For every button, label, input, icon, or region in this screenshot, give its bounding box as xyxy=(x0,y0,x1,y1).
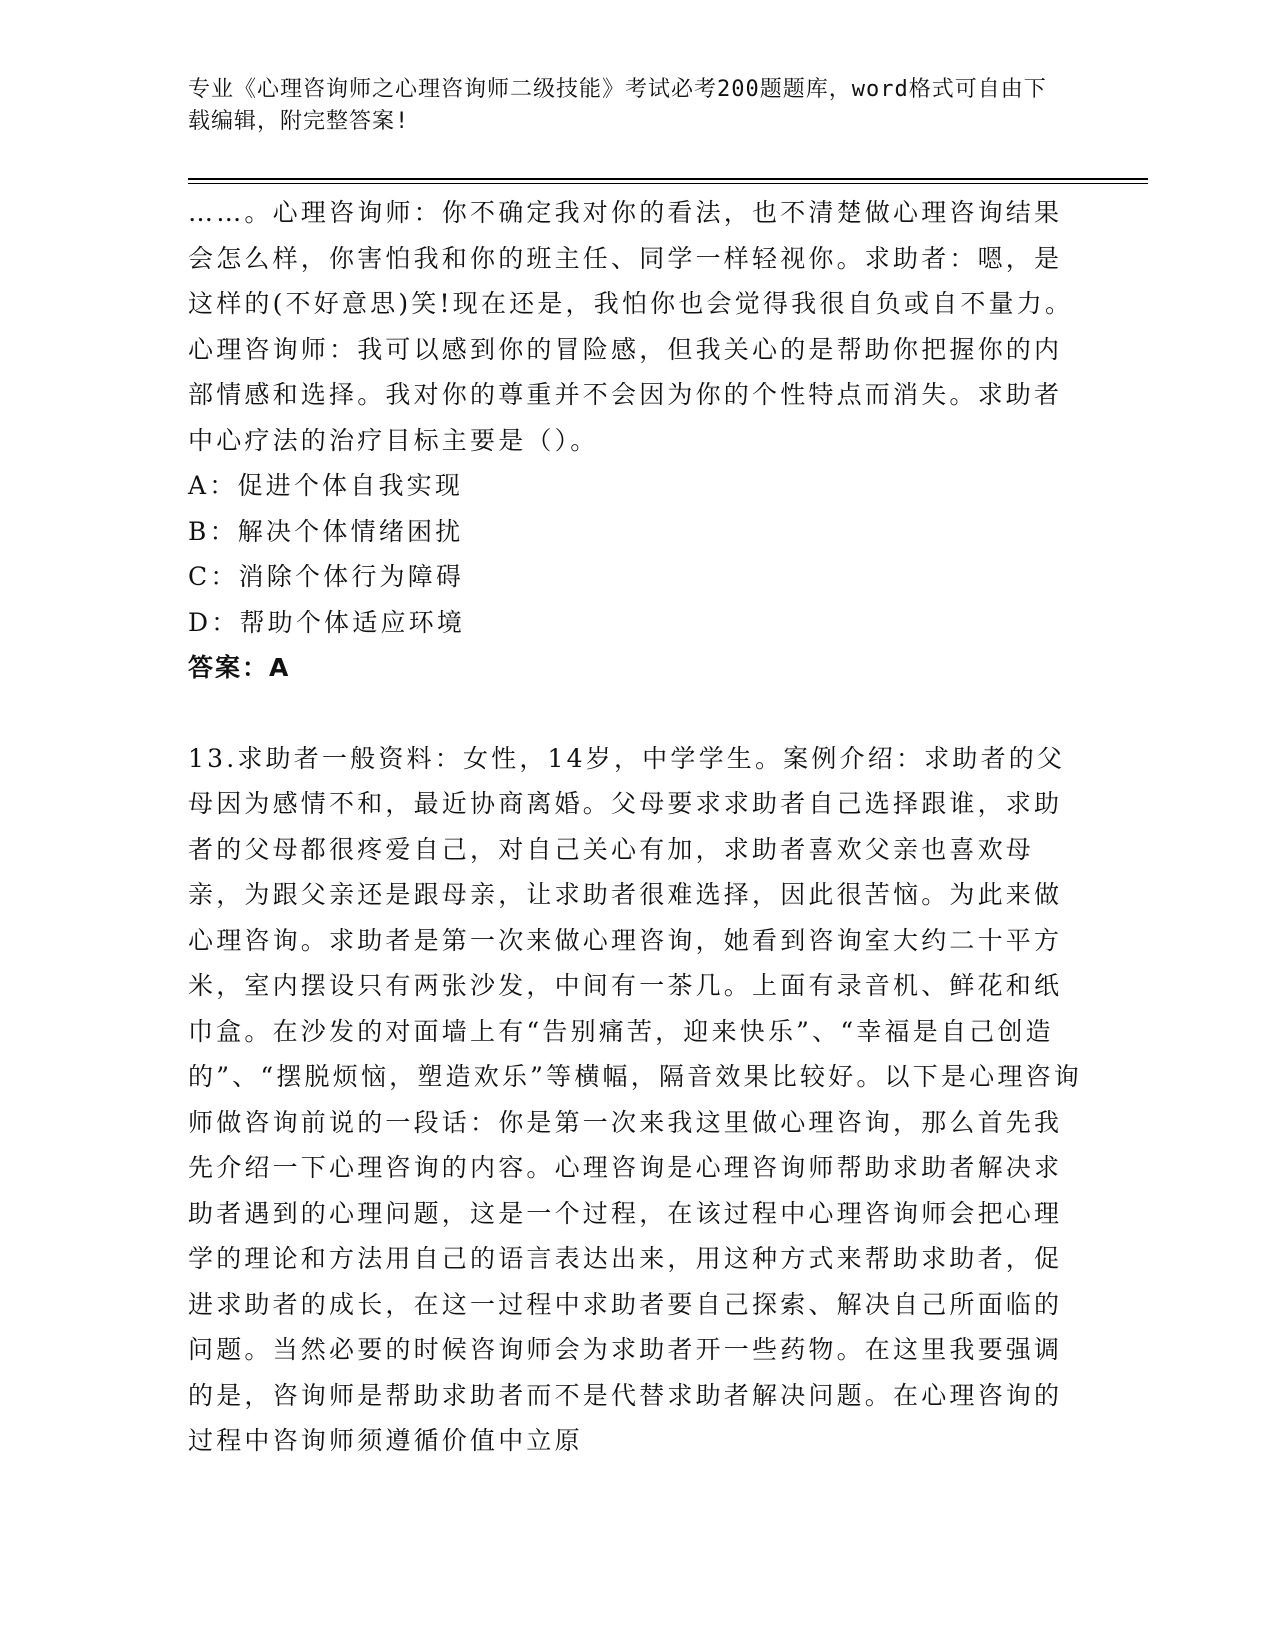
document-header: 专业《心理咨询师之心理咨询师二级技能》考试必考200题题库，word格式可自由下载编辑，附完整答案! xyxy=(188,77,1047,134)
question-12-stem: ……。心理咨询师：你不确定我对你的看法，也不清楚做心理咨询结果会怎么样，你害怕我和你的班主任、同学一样轻视你。求助者：嗯，是这样的(不好意思)笑!现在还是，我怕你也会觉得我很自负或自不量力。心理咨询师：我可以感到你的冒险感，但我关心的是帮助你把握你的内部情感和选择。我对你的尊重并不会因为你的个性特点而消失。求助者中心疗法的治疗目标主要是（）。 xyxy=(188,198,1074,455)
question-12-answer: 答案：A xyxy=(188,653,291,682)
question-12-option-d: D：帮助个体适应环境 xyxy=(188,607,466,637)
header-rule-thick xyxy=(188,178,1148,180)
question-13-text: 13.求助者一般资料：女性，14岁，中学学生。案例介绍：求助者的父母因为感情不和，最近协商离婚。父母要求求助者自己选择跟谁，求助者的父母都很疼爱自己，对自己关心有加，求助者喜欢父亲也喜欢母亲，为跟父亲还是跟母亲，让求助者很难选择，因此很苦恼。为此来做心理咨询。求助者是第一次来做心理咨询，她看到咨询室大约二十平方米，室内摆设只有两张沙发，中间有一茶几。上面有录音机、鲜花和纸巾盒。在沙发的对面墙上有“告别痛苦，迎来快乐”、“幸福是自己创造的”、“摆脱烦恼，塑造欢乐”等横幅，隔音效果比较好。以下是心理咨询师做咨询前说的一段话：你是第一次来我这里做心理咨询，那么首先我先介绍一下心理咨询的内容。心理咨询是心理咨询师帮助求助者解决求助者遇到的心理问题，这是一个过程，在该过程中心理咨询师会把心理学的理论和方法用自己的语言表达出来，用这种方式来帮助求助者，促进求助者的成长，在这一过程中求助者要自己探索、解决自己所面临的问题。当然必要的时候咨询师会为求助者开一些药物。在这里我要强调的是，咨询师是帮助求助者而不是代替求助者解决问题。在心理咨询的过程中咨询师须遵循价值中立原 xyxy=(188,743,1082,1455)
header-rule-thin xyxy=(188,183,1148,184)
document-body xyxy=(188,190,1088,1464)
question-12-option-a: A：促进个体自我实现 xyxy=(188,471,464,500)
question-12-option-c: C：消除个体行为障碍 xyxy=(188,562,465,591)
question-spacer xyxy=(188,691,1088,736)
question-12-option-b: B：解决个体情绪困扰 xyxy=(188,516,464,546)
